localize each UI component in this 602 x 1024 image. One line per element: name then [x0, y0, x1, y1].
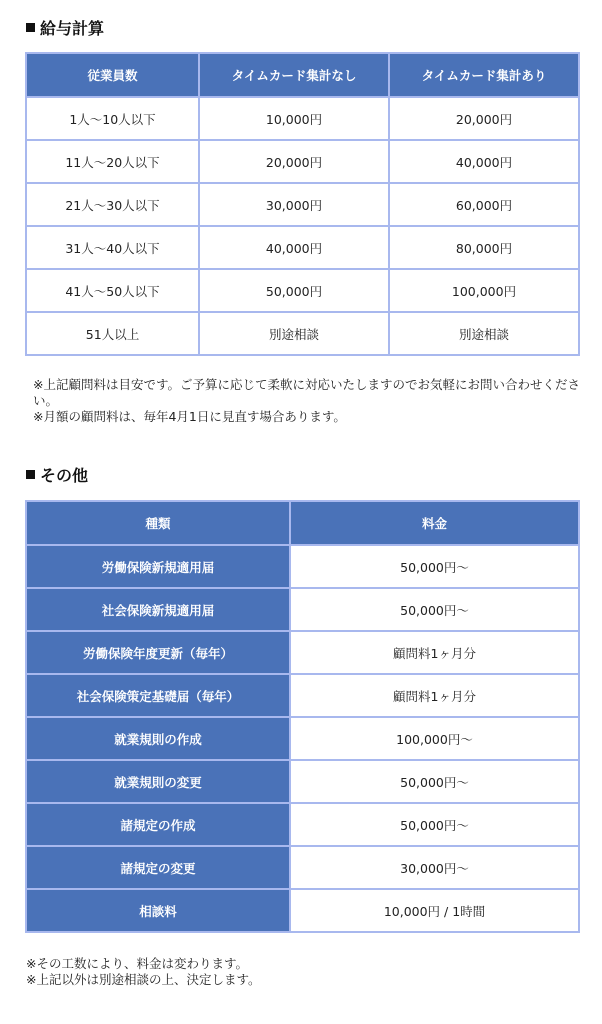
price-cell: 50,000円 [199, 269, 389, 312]
employee-count-cell: 41人～50人以下 [26, 269, 199, 312]
table-row [26, 140, 579, 183]
table-row [26, 803, 579, 846]
column-header: 種類 [26, 501, 290, 545]
section-title-salary [26, 16, 104, 39]
note-line: ※その工数により、料金は変わります。 [26, 956, 248, 971]
price-cell: 50,000円～ [290, 545, 579, 588]
employee-count-cell: 11人～20人以下 [26, 140, 199, 183]
table-row [26, 760, 579, 803]
square-bullet-icon [26, 470, 35, 479]
price-cell: 40,000円 [389, 140, 579, 183]
column-header: タイムカード集計なし [199, 53, 389, 97]
note-line: ※上記以外は別途相談の上、決定します。 [26, 972, 261, 987]
price-cell: 100,000円 [389, 269, 579, 312]
table-row [26, 183, 579, 226]
service-name-cell: 労働保険年度更新（毎年） [26, 631, 290, 674]
employee-count-cell: 51人以上 [26, 312, 199, 355]
price-cell: 別途相談 [199, 312, 389, 355]
price-cell: 顧問料1ヶ月分 [290, 631, 579, 674]
square-bullet-icon [26, 23, 35, 32]
table-row [26, 588, 579, 631]
service-name-cell: 労働保険新規適用届 [26, 545, 290, 588]
section-title-other [26, 463, 88, 486]
salary-notes [33, 377, 583, 425]
price-cell: 10,000円 [199, 97, 389, 140]
table-row [26, 846, 579, 889]
service-name-cell: 社会保険新規適用届 [26, 588, 290, 631]
table-header-row [26, 53, 579, 97]
table-row [26, 717, 579, 760]
price-cell: 100,000円～ [290, 717, 579, 760]
table-row [26, 674, 579, 717]
price-cell: 10,000円 / 1時間 [290, 889, 579, 932]
service-name-cell: 社会保険策定基礎届（毎年） [26, 674, 290, 717]
section-title-text: 給与計算 [40, 19, 105, 38]
service-name-cell: 就業規則の変更 [26, 760, 290, 803]
other-notes [26, 956, 576, 988]
employee-count-cell: 31人～40人以下 [26, 226, 199, 269]
table-row [26, 226, 579, 269]
other-pricing-table [25, 500, 580, 933]
price-cell: 20,000円 [389, 97, 579, 140]
service-name-cell: 諸規定の変更 [26, 846, 290, 889]
employee-count-cell: 1人～10人以下 [26, 97, 199, 140]
salary-pricing-table [25, 52, 580, 356]
column-header: 料金 [290, 501, 579, 545]
table-row [26, 269, 579, 312]
service-name-cell: 諸規定の作成 [26, 803, 290, 846]
price-cell: 別途相談 [389, 312, 579, 355]
note-line: ※上記顧問料は目安です。ご予算に応じて柔軟に対応いたしますのでお気軽にお問い合わせください。 [33, 377, 580, 408]
table-row [26, 312, 579, 355]
table-row [26, 545, 579, 588]
price-cell: 顧問料1ヶ月分 [290, 674, 579, 717]
price-cell: 50,000円～ [290, 803, 579, 846]
table-row [26, 631, 579, 674]
column-header: タイムカード集計あり [389, 53, 579, 97]
service-name-cell: 就業規則の作成 [26, 717, 290, 760]
price-cell: 80,000円 [389, 226, 579, 269]
price-cell: 30,000円 [199, 183, 389, 226]
price-cell: 40,000円 [199, 226, 389, 269]
price-cell: 20,000円 [199, 140, 389, 183]
price-cell: 30,000円～ [290, 846, 579, 889]
price-cell: 60,000円 [389, 183, 579, 226]
price-cell: 50,000円～ [290, 588, 579, 631]
service-name-cell: 相談料 [26, 889, 290, 932]
note-line: ※月額の顧問料は、毎年4月1日に見直す場合あります。 [33, 409, 346, 424]
column-header: 従業員数 [26, 53, 199, 97]
table-row [26, 889, 579, 932]
table-header-row [26, 501, 579, 545]
section-title-text: その他 [40, 466, 89, 485]
price-cell: 50,000円～ [290, 760, 579, 803]
table-row [26, 97, 579, 140]
employee-count-cell: 21人～30人以下 [26, 183, 199, 226]
